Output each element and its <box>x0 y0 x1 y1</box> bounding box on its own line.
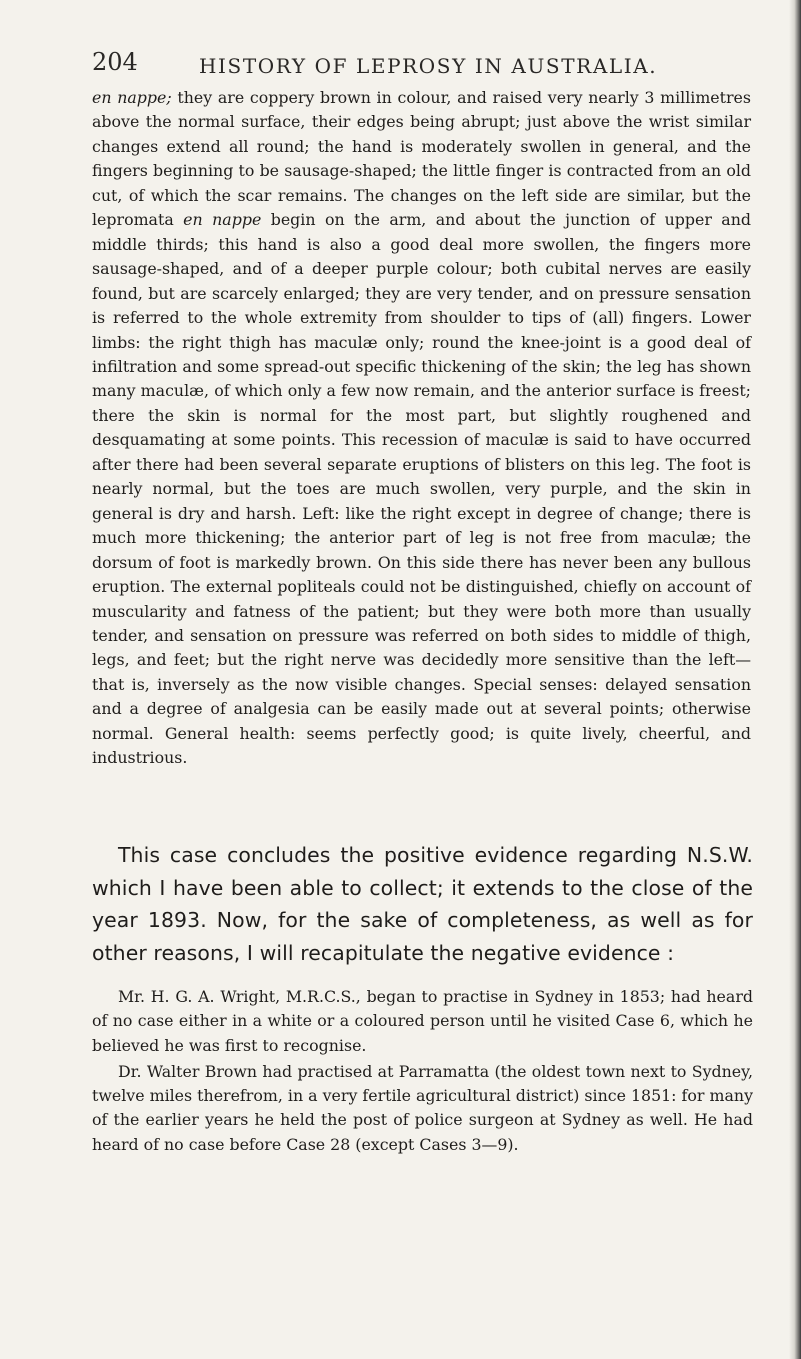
case-description-text-1: they are coppery brown in colour, and raised very nearly 3 millimetres above the normal surface, their edges being abrupt; just above the wrist similar changes extend all round; the hand is moderately swollen in general, and the fingers beginning to be sausage-shaped; the little finger is contracted from an old cut, of which the scar remains. The changes on the left side are similar, but the lepromata <box>92 88 751 230</box>
case-description-text-2: begin on the arm, and about the junction of upper and middle thirds; this hand is also a good deal more swollen, the fingers more sausage-shaped, and of a deeper purple colour; both cubital nerves are easily found, but are scarcely enlarged; they are very tender, and on pressure sensation is referred to the whole extremity from shoulder to tips of (all) fingers. Lower limbs: the right thigh has maculæ only; round the knee-joint is a good deal of infiltration and some spread-out specific thickening of the skin; the leg has shown many maculæ, of which only a few now remain, and the anterior surface is freest; there the skin is normal for the most part, but slightly roughened and desquamating at some points. This recession of maculæ is said to have occurred after there had been several separate eruptions of blisters on this leg. The foot is nearly normal, but the toes are much swollen, very purple, and the skin in general is dry and harsh. Left: like the right except in degree of change; there is much more thickening; the anterior part of leg is not free from maculæ; the dorsum of foot is markedly brown. On this side there has never been any bullous eruption. The external popliteals could not be distinguished, chiefly on account of muscularity and fatness of the patient; but they were both more than usually tender, and sensation on pressure was referred on both sides to middle of thigh, legs, and feet; but the right nerve was decidedly more sensitive than the left—that is, inversely as the now visible changes. Special senses: delayed sensation and a degree of analgesia can be easily made out at several points; otherwise normal. General health: seems perfectly good; is quite lively, cheerful, and industrious. <box>92 210 751 768</box>
negative-evidence-list <box>92 985 753 1159</box>
page-number: 204 <box>92 48 138 76</box>
running-title: HISTORY OF LEPROSY IN AUSTRALIA. <box>199 54 658 78</box>
concluding-paragraph: This case concludes the positive evidence regarding N.S.W. which I have been able to collect; it extends to the close of the year 1893. Now, for the sake of completeness, as well as for other reasons, I will recapitulate the negative evidence : <box>92 843 753 965</box>
negative-evidence-item: Dr. Walter Brown had practised at Parramatta (the oldest town next to Sydney, twelve miles therefrom, in a very fertile agricultural district) since 1851: for many of the earlier years he held the post of police surgeon at Sydney as well. He had heard of no case before Case 28 (except Cases 3—9). <box>92 1061 753 1154</box>
page-header <box>0 44 801 84</box>
italic-phrase-en-nappe: en nappe; <box>92 88 172 107</box>
page-edge-shadow <box>789 0 801 1359</box>
negative-evidence-item: Mr. H. G. A. Wright, M.R.C.S., began to practise in Sydney in 1853; had heard of no case either in a white or a coloured person until he visited Case 6, which he believed he was first to recognise. <box>92 987 753 1055</box>
concluding-section <box>92 839 753 969</box>
italic-phrase-en-nappe-2: en nappe <box>183 210 262 230</box>
case-description-paragraph <box>92 86 751 771</box>
case-description <box>92 86 751 771</box>
